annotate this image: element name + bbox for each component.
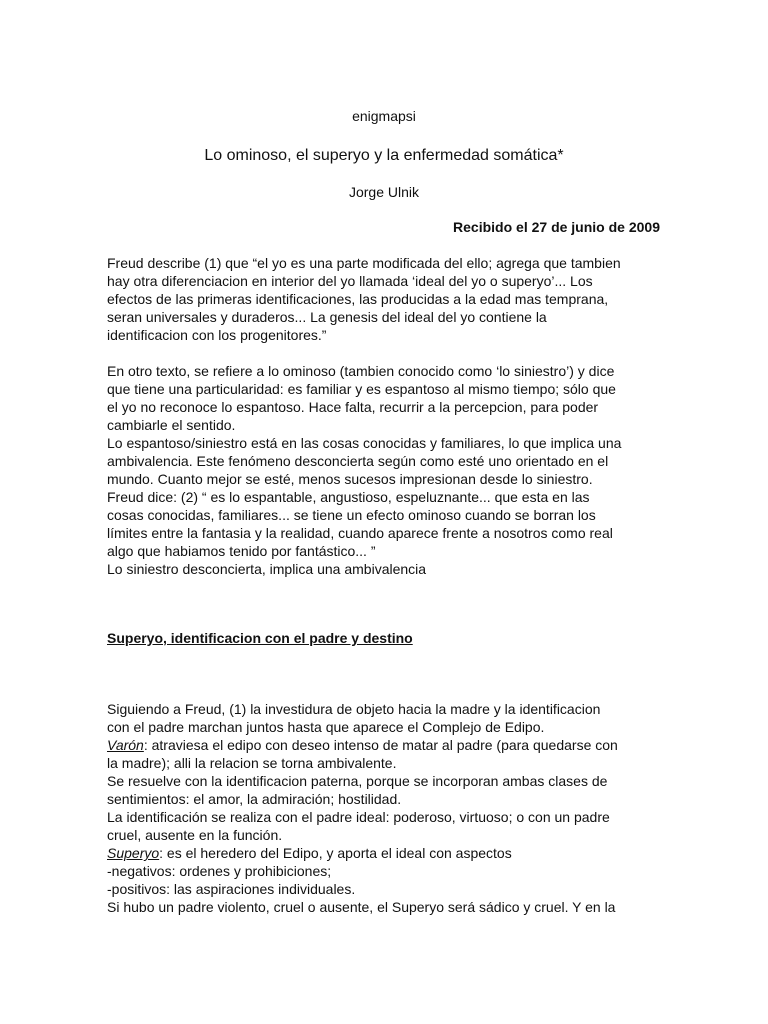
- text-line: Freud dice: (2) “ es lo espantable, angustioso, espeluznante... que esta en las: [107, 489, 590, 505]
- text-line: La identificación se realiza con el padre ideal: poderoso, virtuoso; o con un padre: [107, 809, 610, 825]
- text-line: sentimientos: el amor, la admiración; hostilidad.: [107, 791, 402, 807]
- text-line: En otro texto, se refiere a lo ominoso (tambien conocido como ‘lo siniestro’) y dice: [107, 363, 615, 379]
- text-line: la madre); alli la relacion se torna ambivalente.: [107, 755, 397, 771]
- article-title: Lo ominoso, el superyo y la enfermedad somática*: [204, 147, 564, 164]
- text-line: Siguiendo a Freud, (1) la investidura de objeto hacia la madre y la identificacion: [107, 701, 601, 717]
- text-line: ambivalencia. Este fenómeno desconcierta según como esté uno orientado en el: [107, 453, 609, 469]
- text-line: cruel, ausente en la función.: [107, 827, 283, 843]
- text-line: Se resuelve con la identificacion paterna, porque se incorporan ambas clases de: [107, 773, 608, 789]
- text-line: con el padre marchan juntos hasta que aparece el Complejo de Edipo.: [107, 719, 545, 735]
- term-superyo: Superyo: [107, 845, 160, 861]
- text-line: hay otra diferenciacion en interior del yo llamada ‘ideal del yo o superyo’... Los: [107, 273, 593, 289]
- text-line: cosas conocidas, familiares... se tiene un efecto ominoso cuando se borran los: [107, 507, 596, 523]
- paragraph-2: [107, 362, 667, 578]
- text-line-varon: [107, 736, 667, 754]
- journal-name: enigmapsi: [352, 108, 416, 124]
- text-line: -positivos: las aspiraciones individuales.: [107, 881, 356, 897]
- text-line: límites entre la fantasia y la realidad, cuando aparece frente a nosotros como real: [107, 525, 613, 541]
- text-line: mundo. Cuanto mejor se esté, menos sucesos impresionan desde lo siniestro.: [107, 471, 593, 487]
- paragraph-3: [107, 700, 667, 916]
- text-line: Freud describe (1) que “el yo es una parte modificada del ello; agrega que tambien: [107, 255, 621, 271]
- text-line: Lo espantoso/siniestro está en las cosas conocidas y familiares, lo que implica una: [107, 435, 622, 451]
- text-line: el yo no reconoce lo espantoso. Hace falta, recurrir a la percepcion, para poder: [107, 399, 599, 415]
- text-line: algo que habiamos tenido por fantástico... ”: [107, 543, 376, 559]
- superyo-text: : es el heredero del Edipo, y aporta el ideal con aspectos: [159, 845, 512, 861]
- text-line: cambiarle el sentido.: [107, 417, 236, 433]
- text-line: identificacion con los progenitores.”: [107, 327, 327, 343]
- varon-text: : atraviesa el edipo con deseo intenso de matar al padre (para quedarse con: [143, 737, 618, 753]
- author-name: Jorge Ulnik: [348, 184, 420, 200]
- text-line: seran universales y duraderos... La genesis del ideal del yo contiene la: [107, 309, 547, 325]
- text-line: Si hubo un padre violento, cruel o ausente, el Superyo será sádico y cruel. Y en la: [107, 899, 616, 915]
- received-date: Recibido el 27 de junio de 2009: [453, 219, 660, 235]
- text-line: -negativos: ordenes y prohibiciones;: [107, 863, 332, 879]
- text-line-superyo: [107, 844, 667, 862]
- text-line: que tiene una particularidad: es familiar y es espantoso al mismo tiempo; sólo que: [107, 381, 616, 397]
- text-line: efectos de las primeras identificaciones, las producidas a la edad mas temprana,: [107, 291, 609, 307]
- text-line: Lo siniestro desconcierta, implica una ambivalencia: [107, 561, 427, 577]
- section-heading: Superyo, identificacion con el padre y destino: [107, 630, 413, 646]
- paragraph-1: [107, 254, 667, 344]
- term-varon: Varón: [107, 737, 144, 753]
